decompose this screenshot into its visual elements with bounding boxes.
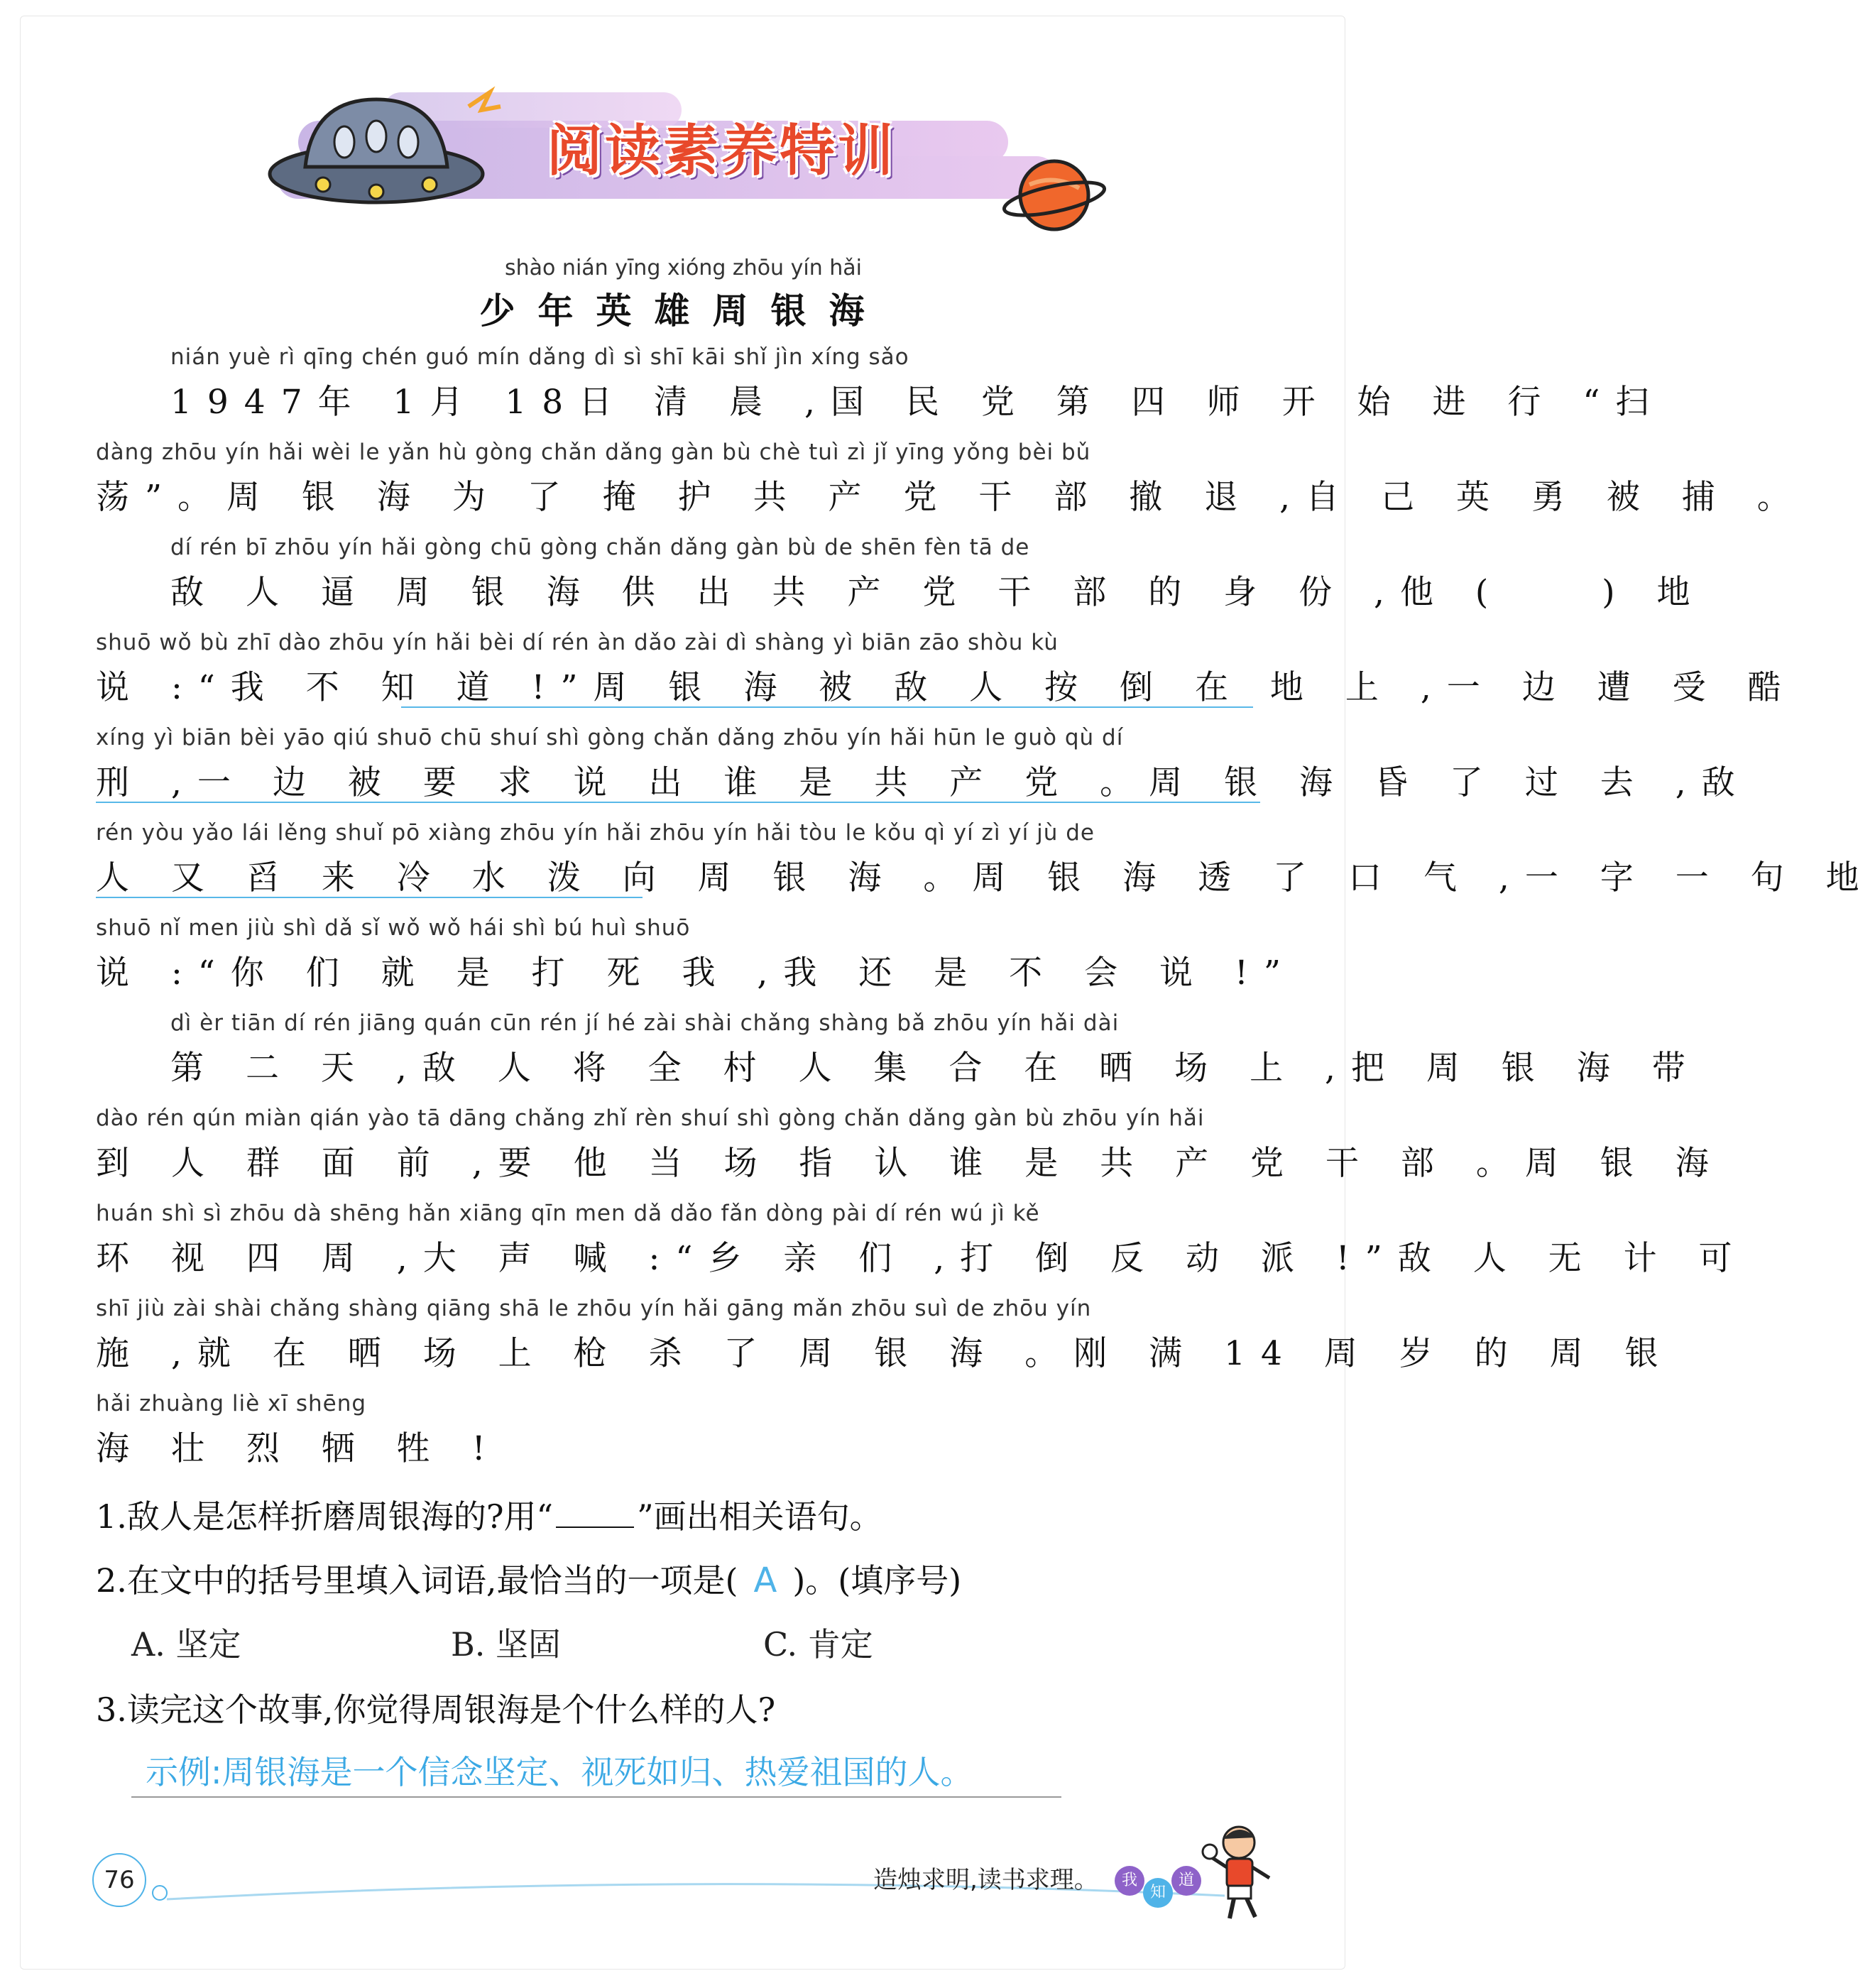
pinyin-row: shī jiù zài shài chǎng shàng qiāng shā le zhōu yín hǎi gāng mǎn zhōu suì de zhōu yín [96,1296,1092,1321]
story-line [96,1296,1674,1391]
text-row: 人 又 舀 来 冷 水 泼 向 周 银 海 。周 银 海 透 了 口 气 ,一 字 一 句 地 [96,858,1875,897]
pinyin-row: nián yuè rì qīng chén guó mín dǎng dì sì shī kāi shǐ jìn xíng sǎo [170,344,909,370]
option-b[interactable]: B. 坚固 [451,1625,562,1664]
story-line [96,1105,1724,1201]
text-row: 1947年 1月 18日 清 晨 ,国 民 党 第 四 师 开 始 进 行 “扫 [170,383,1665,422]
pinyin-row: hǎi zhuàng liè xī shēng [96,1391,367,1416]
badge-char: 知 [1143,1878,1173,1908]
story-line [96,535,1706,630]
text-row: 环 视 四 周 ,大 声 喊 :“乡 亲 们 ,打 倒 反 动 派 !”敌 人 无 计 可 [96,1239,1748,1278]
text-row: 到 人 群 面 前 ,要 他 当 场 指 认 谁 是 共 产 党 干 部 。周 银 海 [96,1144,1724,1183]
question-3-answer[interactable]: 示例:周银海是一个信念坚定、视死如归、热爱祖国的人。 [146,1753,973,1791]
text-row: 海 壮 烈 牺 牲 ! [96,1429,501,1468]
question-2 [96,1555,961,1602]
text-row: 荡”。周 银 海 为 了 掩 护 共 产 党 干 部 撤 退 ,自 己 英 勇 被 捕 。 [96,478,1806,517]
text-row: 施 ,就 在 晒 场 上 枪 杀 了 周 银 海 。刚 满 14 周 岁 的 周 银 [96,1334,1674,1373]
story-line [96,725,1751,820]
question-2-answer[interactable]: A [753,1561,777,1600]
story-line [96,344,1665,439]
question-1-text-end: ”画出相关语句。 [637,1497,882,1536]
answer-underline [96,802,1260,803]
text-row: 刑 ,一 边 被 要 求 说 出 谁 是 共 产 党 。周 银 海 昏 了 过 去 ,敌 [96,763,1751,802]
text-row: 说 :“我 不 知 道 !”周 银 海 被 敌 人 按 倒 在 地 上 ,一 边 遭 受 酷 [96,668,1797,707]
question-1 [96,1491,882,1538]
section-banner [256,78,1122,227]
story-line [96,1201,1748,1296]
answer-underline [96,897,643,898]
question-3: 3.读完这个故事,你觉得周银海是个什么样的人? [96,1691,776,1729]
answer-underline [401,706,1253,708]
story-line [96,820,1875,915]
story-line [96,439,1806,535]
story-line [96,1391,1267,1486]
banner-title: 阅读素养特训 [547,119,897,183]
question-2-text: 2.在文中的括号里填入词语,最恰当的一项是( [96,1561,738,1600]
page-number: 76 [92,1853,146,1907]
text-row: 第 二 天 ,敌 人 将 全 村 人 集 合 在 晒 场 上 ,把 周 银 海 带 [170,1049,1701,1088]
pinyin-row: rén yòu yǎo lái lěng shuǐ pō xiàng zhōu yín hǎi zhōu yín hǎi tòu le kǒu qì yí zì yí jù de [96,820,1095,846]
pinyin-row: xíng yì biān bèi yāo qiú shuō chū shuí shì gòng chǎn dǎng zhōu yín hǎi hūn le guò qù dí [96,725,1124,750]
pinyin-row: dàng zhōu yín hǎi wèi le yǎn hù gòng chǎn dǎng gàn bù chè tuì zì jǐ yīng yǒng bèi bǔ [96,439,1091,465]
footer-motto: 造烛求明,读书求理。 [873,1866,1098,1894]
pinyin-row: shuō nǐ men jiù shì dǎ sǐ wǒ wǒ hái shì bú huì shuō [96,915,691,941]
pinyin-row: dào rén qún miàn qián yào tā dāng chǎng zhǐ rèn shuí shì gòng chǎn dǎng gàn bù zhōu yín hǎi [96,1105,1205,1131]
story-line [96,915,1296,1010]
question-1-text: 1.敌人是怎样折磨周银海的?用“ [96,1497,554,1536]
decorative-dot [152,1885,168,1901]
story-title: 少年英雄周银海 [479,290,887,332]
text-row: 敌 人 逼 周 银 海 供 出 共 产 党 干 部 的 身 份 ,他 ( ) 地 [170,573,1706,612]
text-row: 说 :“你 们 就 是 打 死 我 ,我 还 是 不 会 说 !” [96,954,1296,993]
story-line [96,1010,1701,1105]
pinyin-row: dì èr tiān dí rén jiāng quán cūn rén jí hé zài shài chǎng shàng bǎ zhōu yín hǎi dài [170,1010,1120,1036]
badge-char: 我 [1115,1866,1144,1896]
boy-soccer-icon [1200,1818,1278,1924]
pinyin-row: huán shì sì zhōu dà shēng hǎn xiāng qīn men dǎ dǎo fǎn dòng pài dí rén wú jì kě [96,1201,1040,1226]
story-body [96,344,1875,1486]
option-a[interactable]: A. 坚定 [131,1625,241,1664]
question-2-text-end: )。(填序号) [792,1561,962,1600]
ufo-icon [256,78,511,227]
story-line [96,630,1797,725]
pinyin-row: shuō wǒ bù zhī dào zhōu yín hǎi bèi dí rén àn dǎo zài dì shàng yì biān zāo shòu kù [96,630,1059,655]
badge-char: 道 [1171,1866,1201,1896]
answer-line [131,1796,1061,1798]
story-title-pinyin: shào nián yīng xióng zhōu yín hǎi [505,256,862,280]
option-c[interactable]: C. 肯定 [763,1625,873,1664]
pinyin-row: dí rén bī zhōu yín hǎi gòng chū gòng chǎn dǎng gàn bù de shēn fèn tā de [170,535,1030,560]
underline-sample [556,1526,634,1528]
planet-icon [1001,146,1108,245]
